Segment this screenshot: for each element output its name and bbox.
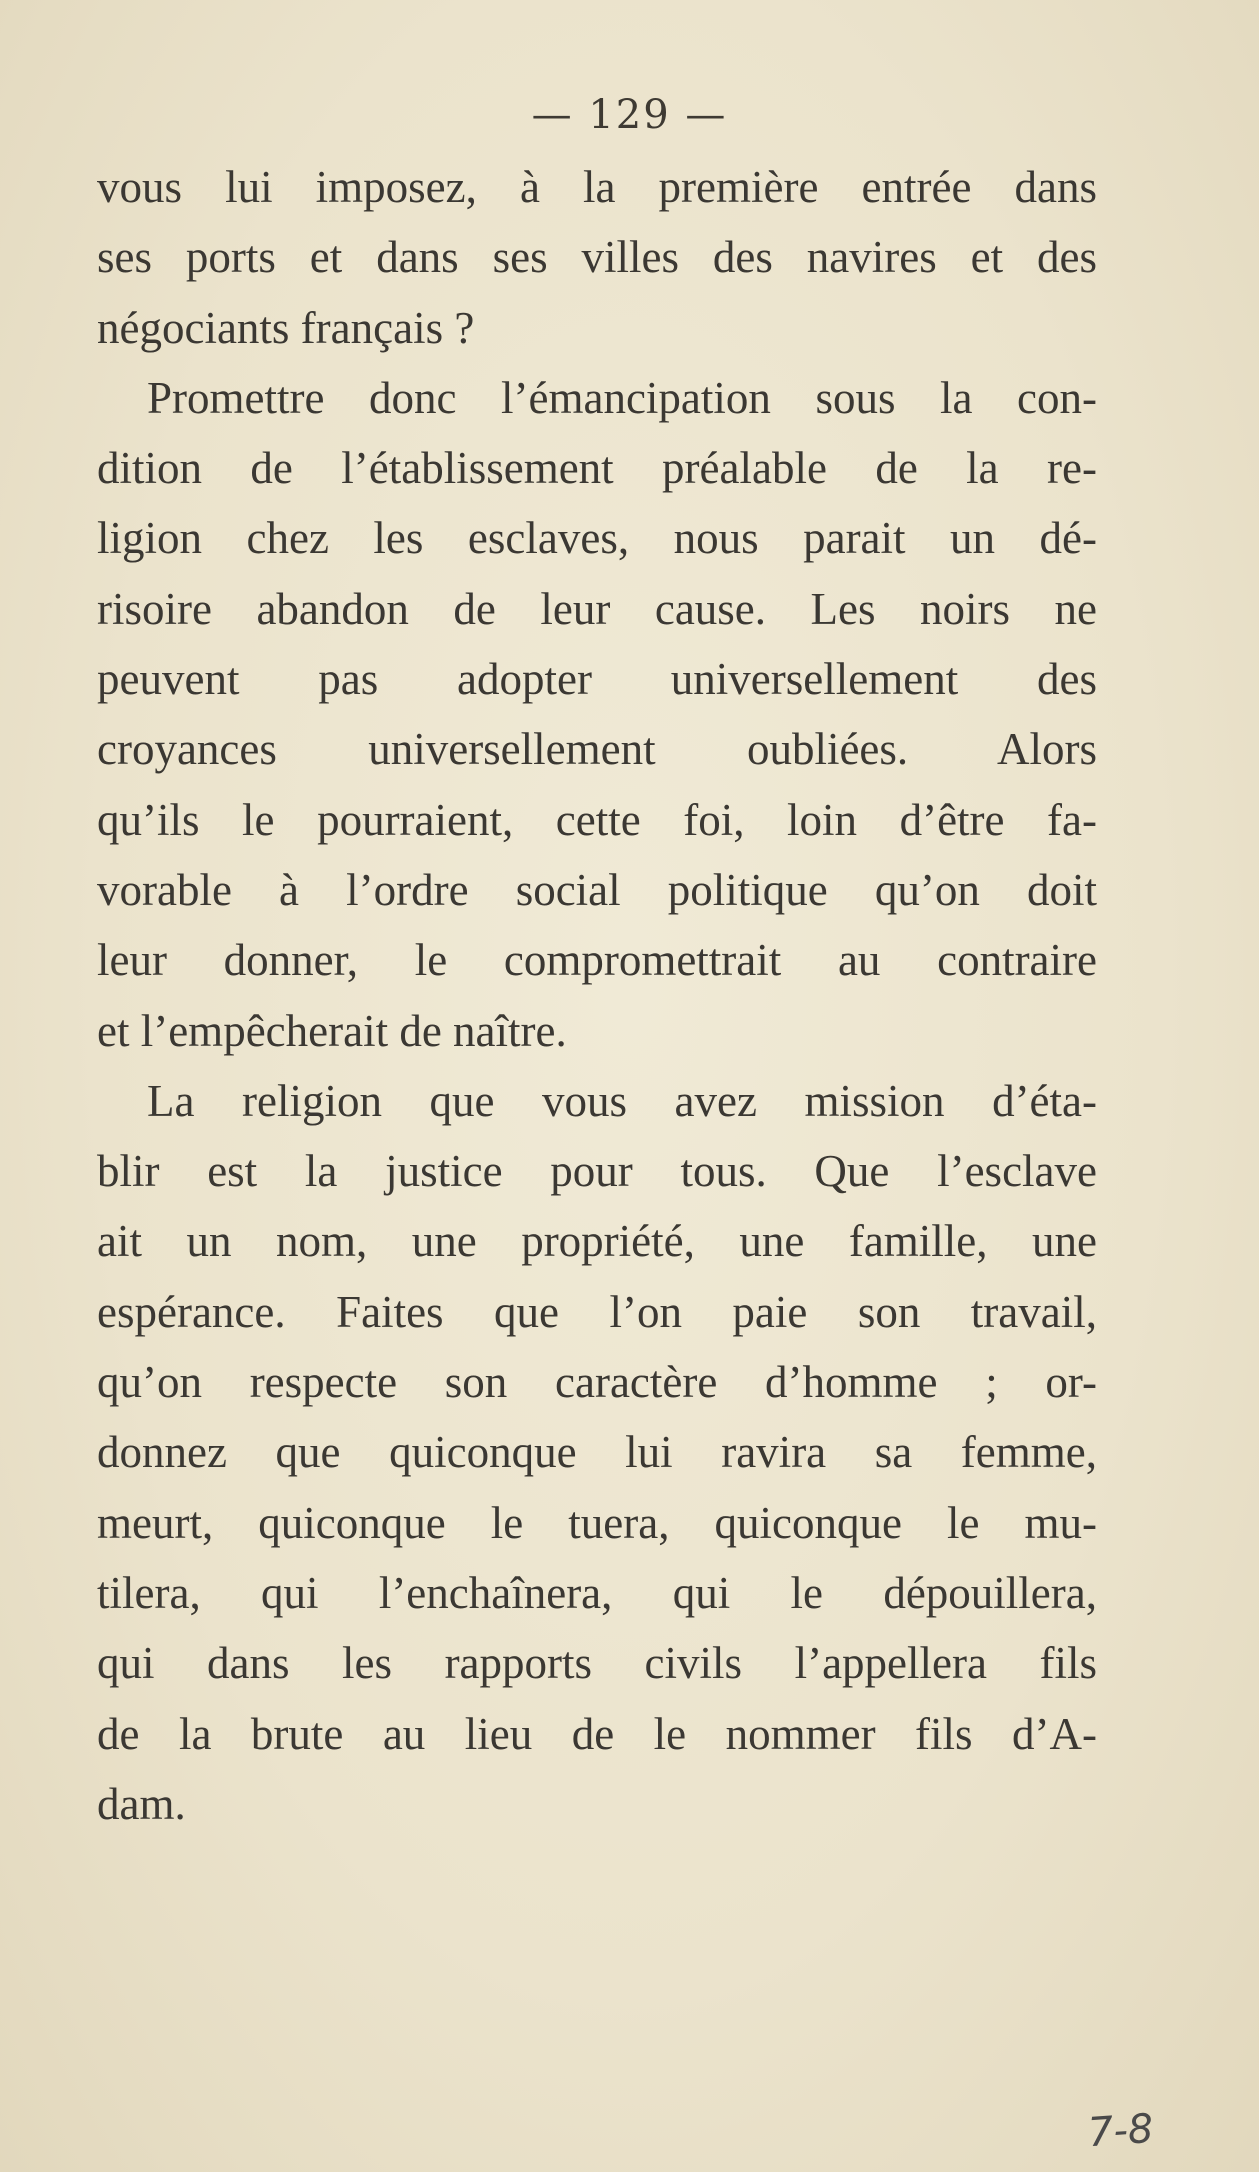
margin-note: 7-8 (1086, 2105, 1155, 2157)
text-line: vous lui imposez, à la première entrée dans (97, 162, 1097, 212)
text-line: de la brute au lieu de le nommer fils d’A- (97, 1708, 1097, 1759)
body-text (97, 152, 1097, 1839)
text-line: tilera, qui l’enchaînera, qui le dépouillera, (97, 1567, 1097, 1618)
text-line: et l’empêcherait de naître. (97, 1005, 567, 1056)
text-line: meurt, quiconque le tuera, quiconque le mu- (97, 1497, 1097, 1548)
text-line: ait un nom, une propriété, une famille, une (97, 1216, 1097, 1267)
text-line: La religion que vous avez mission d’éta- (147, 1075, 1097, 1126)
text-line: ses ports et dans ses villes des navires et des (97, 232, 1097, 283)
text-line: Promettre donc l’émancipation sous la con- (147, 372, 1097, 423)
text-line: dition de l’établissement préalable de la re- (97, 443, 1097, 494)
text-line: qu’on respecte son caractère d’homme ; or- (97, 1357, 1097, 1408)
text-line: qu’ils le pourraient, cette foi, loin d’être fa- (97, 794, 1097, 845)
page-number: — 129 — (531, 92, 728, 138)
text-line: vorable à l’ordre social politique qu’on doit (97, 864, 1097, 915)
text-line: blir est la justice pour tous. Que l’esclave (97, 1146, 1097, 1197)
text-line: leur donner, le compromettrait au contraire (97, 935, 1097, 986)
text-line: donnez que quiconque lui ravira sa femme, (97, 1427, 1097, 1478)
text-line: peuvent pas adopter universellement des (97, 654, 1097, 705)
text-line: risoire abandon de leur cause. Les noirs ne (97, 583, 1097, 634)
text-line: qui dans les rapports civils l’appellera fils (97, 1638, 1097, 1689)
text-line: espérance. Faites que l’on paie son travail, (97, 1286, 1097, 1337)
text-line: dam. (97, 1778, 186, 1829)
text-line: ligion chez les esclaves, nous parait un dé- (97, 513, 1097, 564)
text-line: négociants français ? (97, 302, 475, 353)
text-line: croyances universellement oubliées. Alors (97, 724, 1097, 775)
